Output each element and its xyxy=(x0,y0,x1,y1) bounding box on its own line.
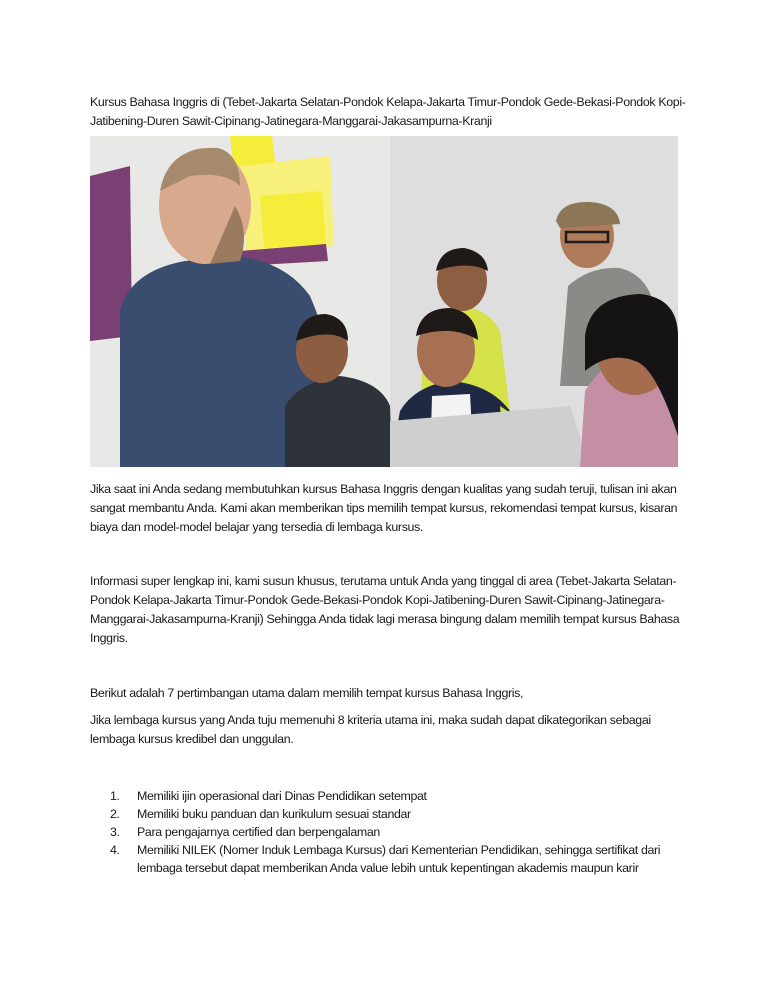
criteria-intro-paragraph: Jika lembaga kursus yang Anda tuju memenuhi 8 kriteria utama ini, maka sudah dapat dikategorikan sebagai lembaga kursus kredibel dan unggulan. xyxy=(90,713,651,746)
list-item xyxy=(90,805,690,823)
info-paragraph: Informasi super lengkap ini, kami susun khusus, terutama untuk Anda yang tinggal di area (Tebet-Jakarta Selatan-Pondok Kelapa-Jakarta Timur-Pondok Gede-Bekasi-Pondok Kopi-Jatibening-Duren Sawit-Cipinang-Jatinegara-Manggarai-Jakasampurna-Kranji) Sehingga Anda tidak lagi merasa bingung dalam memilih tempat kursus Bahasa Inggris. xyxy=(90,574,680,645)
criteria-list xyxy=(90,787,690,877)
list-item xyxy=(90,841,690,877)
list-item xyxy=(90,787,690,805)
document-heading: Kursus Bahasa Inggris di (Tebet-Jakarta Selatan-Pondok Kelapa-Jakarta Timur-Pondok Gede-Bekasi-Pondok Kopi-Jatibening-Duren Sawit-Cipinang-Jatinegara-Manggarai-Jakasampurna-Kranji xyxy=(90,95,686,128)
list-item-number: 4. xyxy=(110,843,120,857)
list-item-text: Para pengajarnya certified dan berpengalaman xyxy=(137,825,380,839)
list-item-number: 3. xyxy=(110,825,120,839)
list-item xyxy=(90,823,690,841)
list-item-number: 2. xyxy=(110,807,120,821)
list-item-text: Memiliki ijin operasional dari Dinas Pendidikan setempat xyxy=(137,789,427,803)
list-item-text: Memiliki buku panduan dan kurikulum sesuai standar xyxy=(137,807,411,821)
considerations-paragraph: Berikut adalah 7 pertimbangan utama dalam memilih tempat kursus Bahasa Inggris, xyxy=(90,686,524,700)
classroom-photo xyxy=(90,136,678,467)
intro-paragraph: Jika saat ini Anda sedang membutuhkan kursus Bahasa Inggris dengan kualitas yang sudah teruji, tulisan ini akan sangat membantu Anda. Kami akan memberikan tips memilih tempat kursus, rekomendasi tempat kursus, kisaran biaya dan model-model belajar yang tersedia di lembaga kursus. xyxy=(90,482,678,534)
list-item-text: Memiliki NILEK (Nomer Induk Lembaga Kursus) dari Kementerian Pendidikan, sehingga sertifikat dari lembaga tersebut dapat memberikan Anda value lebih untuk kepentingan akademis maupun karir xyxy=(137,843,661,875)
list-item-number: 1. xyxy=(110,789,120,803)
